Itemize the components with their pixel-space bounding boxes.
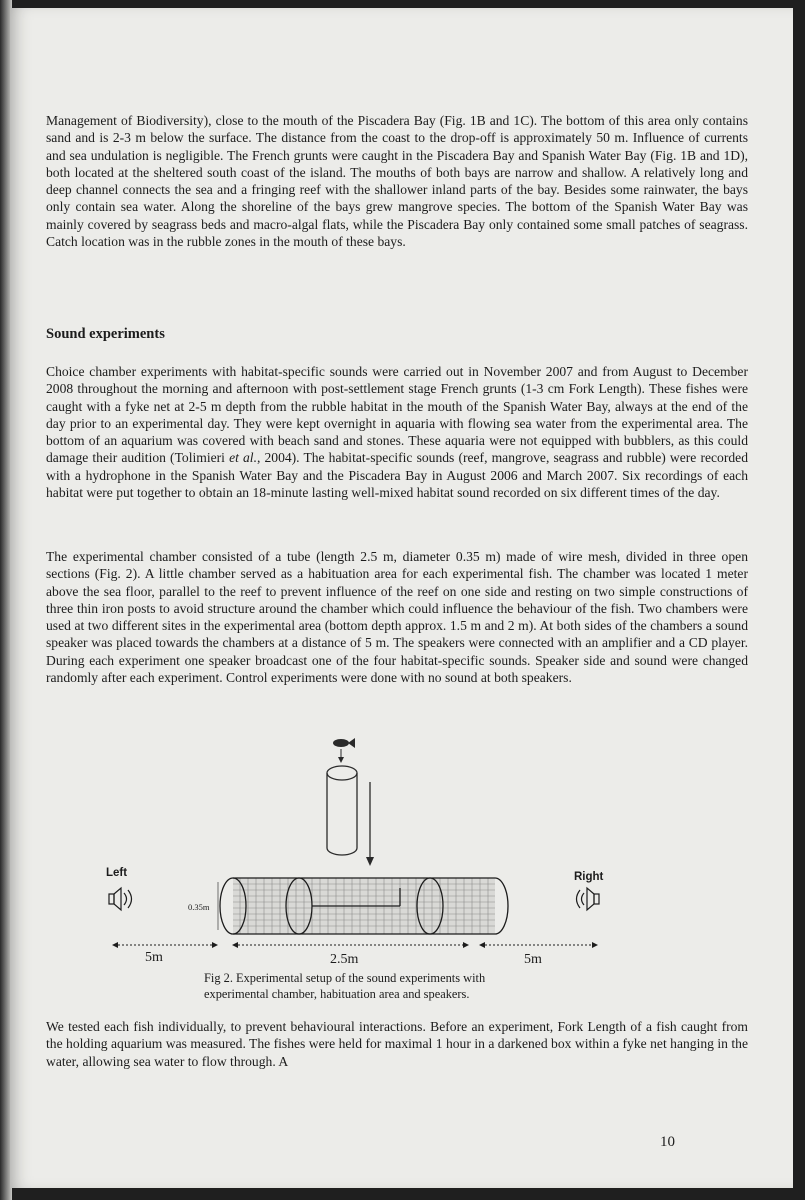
left-speaker-label: Left: [106, 867, 128, 879]
page-number: 10: [660, 1134, 675, 1150]
diameter-label: 0.35m: [188, 902, 210, 912]
distance-tube-label: 2.5m: [330, 952, 359, 967]
figure-caption: Fig 2. Experimental setup of the sound experiments with experimental chamber, habituation area and speakers.: [204, 971, 486, 1001]
fish-icon: [333, 738, 355, 763]
left-speaker-icon: [109, 888, 132, 910]
paragraph-experimental-chamber: The experimental chamber consisted of a tube (length 2.5 m, diameter 0.35 m) made of wire mesh, divided in three open sections (Fig. 2). A little chamber served as a habituation area for each experimental fish. The chamber was located 1 meter above the sea floor, parallel to the reef to prevent influence of the reef on one side and resting on two simple constructions of three thin iron posts to avoid structure around the chamber which could influence the behaviour of the fish. Two chambers were used at two different sites in the experimental area (bottom depth approx. 1.5 m and 2 m). At both sides of the chambers a sound speaker was placed towards the chambers at a distance of 5 m. The speakers were connected with an amplifier and a CD player. During each experiment one speaker broadcast one of the four habitat-specific sounds. Speaker side and sound were changed randomly after each experiment. Control experiments were done with no sound at both speakers.: [46, 549, 748, 685]
right-speaker-label: Right: [574, 871, 604, 883]
right-speaker-icon: [577, 888, 600, 910]
distance-left-label: 5m: [145, 950, 163, 965]
distance-right-label: 5m: [524, 952, 542, 967]
paragraph-choice-chamber: [46, 363, 748, 501]
paragraph-text: Choice chamber experiments with habitat-specific sounds were carried out in November 2007 and from August to December 2008 throughout the morning and afternoon with post-settlement stage French grunts (1-3 cm Fork Length). These fishes were caught with a fyke net at 2-5 m depth from the rubble habitat in the mouth of the Spanish Water Bay, always at the end of the day prior to an experimental day. They were kept overnight in aquaria with flowing sea water from the experimental area. The bottom of an aquarium was covered with beach sand and stones. These aquaria were not equipped with bubblers, as this could damage their audition (Tolimieri: [46, 364, 748, 466]
paragraph-individual-testing: We tested each fish individually, to prevent behavioural interactions. Before an experiment, Fork Length of a fish caught from the holding aquarium was measured. The fishes were held for maximal 1 hour in a darkened box within a fyke net hanging in the water, allowing sea water to flow through. A: [46, 1019, 748, 1069]
paragraph-text: , 2004). The habitat-specific sounds (reef, mangrove, seagrass and rubble) were recorded with a hydrophone in the Spanish Water Bay and the Piscadera Bay in August 2006 and March 2007. Six recordings of each habitat were put together to obtain an 18-minute lasting well-mixed habitat sound recorded on six different times of the day.: [46, 450, 748, 500]
arrow-down-icon: [366, 782, 374, 866]
paragraph-site-description: Management of Biodiversity), close to the mouth of the Piscadera Bay (Fig. 1B and 1C). The bottom of this area only contains sand and is 2-3 m below the surface. The distance from the coast to the drop-off is approximately 50 m. Influence of currents and sea undulation is negligible. The French grunts were caught in the Piscadera Bay and Spanish Water Bay (Fig. 1B and 1D), both located at the sheltered south coast of the island. The mouths of both bays are narrow and shallow. A relatively long and deep channel connects the sea and a fringing reef with the shallower inland parts of the bay. Besides some rainwater, the bays only contain sea water. Along the shoreline of the bays grew mangrove species. The bottom of the Spanish Water Bay was mainly covered by seagrass beds and macro-algal flats, while the Piscadera Bay only contained some small patches of seagrass. Catch location was in the rubble zones in the mouth of these bays.: [46, 113, 748, 249]
habituation-chamber: [327, 766, 357, 855]
citation-italic: et al.: [229, 450, 257, 466]
document-page: [10, 8, 793, 1188]
section-heading-sound-experiments: Sound experiments: [46, 326, 165, 342]
experimental-tube: [220, 878, 508, 934]
